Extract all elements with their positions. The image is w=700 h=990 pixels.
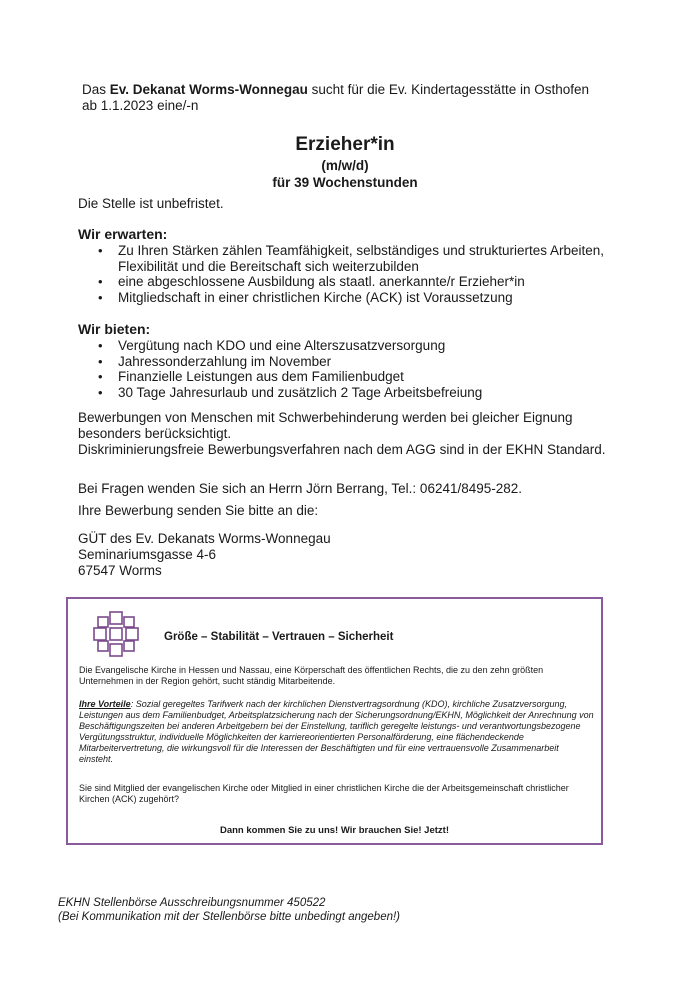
expect-list [96, 243, 606, 305]
apply-lead: Ihre Bewerbung senden Sie bitte an die: [78, 503, 319, 518]
list-item: • Vergütung nach KDO und eine Alterszusatzversorgung [96, 338, 606, 354]
job-hours: für 39 Wochenstunden [272, 175, 418, 190]
box-slogan: Größe – Stabilität – Vertrauen – Sicherheit [164, 631, 394, 643]
ekhn-info-box [66, 597, 603, 845]
box-about: Die Evangelische Kirche in Hessen und Nassau, eine Körperschaft des öffentlichen Rechts, die zu den zehn größten Unternehmen in der Region gehört, sucht ständig Mitarbeitende. [79, 665, 544, 686]
footer-line-2: (Bei Kommunikation mit der Stellenbörse bitte unbedingt angeben!) [58, 911, 401, 923]
expect-heading: Wir erwarten: [78, 226, 168, 242]
benefits-text: : Sozial geregeltes Tarifwerk nach der kirchlichen Dienstvertragsordnung (KDO), kirchliche Zusatzversorgung, Leistungen aus dem Familienbudget, Arbeitsplatzsicherung nach der Sicherungsordnung/EKHN, Möglichkeit der Anrechnung von Beschäftigungszeiten bei anderen Arbeitgebern bei der Einstellung, tariflich geregelte leistungs- und verantwortungsbezogene Vergütungsstruktur, individuelle Möglichkeiten der karriereorientierten Personalförderung, eine flächendeckende Mitarbeitervertretung, die wirkungsvoll für die Interessen der Beschäftigten und für eine vertrauensvolle Zusammenarbeit einsteht. [79, 699, 594, 764]
address-line: GÜT des Ev. Dekanats Worms-Wonnegau [78, 531, 331, 546]
disability-note [78, 410, 608, 458]
benefits-label: Ihre Vorteile [79, 699, 131, 709]
list-item: • Mitgliedschaft in einer christlichen Kirche (ACK) ist Voraussetzung [96, 290, 606, 306]
footer-reference [58, 896, 400, 924]
intro-suffix: sucht für die Ev. Kindertagesstätte in Osthofen [311, 82, 589, 97]
box-call-to-action: Dann kommen Sie zu uns! Wir brauchen Sie! Jetzt! [219, 825, 449, 836]
intro-start-date: ab 1.1.2023 eine/-n [82, 98, 199, 113]
list-item: • Zu Ihren Stärken zählen Teamfähigkeit, selbständiges und strukturiertes Arbeiten, Flexibilität und die Bereitschaft sich weiterzubilden [96, 243, 606, 274]
disability-line-2: besonders berücksichtigt. [78, 426, 232, 441]
list-item: • 30 Tage Jahresurlaub und zusätzlich 2 Tage Arbeitsbefreiung [96, 385, 606, 401]
ekhn-cross-logo-icon [92, 611, 140, 657]
list-item: • Jahressonderzahlung im November [96, 354, 606, 370]
job-title: Erzieher*in [295, 134, 395, 155]
address-line: Seminariumsgasse 4-6 [78, 547, 217, 562]
address-line: 67547 Worms [78, 563, 162, 578]
box-question: Sie sind Mitglied der evangelischen Kirche oder Mitglied in einer christlichen Kirche die der Arbeitsgemeinschaft christlicher Kirchen (ACK) zugehört? [79, 783, 569, 804]
offer-list [96, 338, 606, 400]
contact-line: Bei Fragen wenden Sie sich an Herrn Jörn Berrang, Tel.: 06241/8495-282. [78, 481, 523, 496]
intro-text [82, 82, 622, 114]
list-item: • eine abgeschlossene Ausbildung als staatl. anerkannte/r Erzieher*in [96, 274, 606, 290]
apply-address [78, 531, 608, 579]
job-title-block [0, 133, 690, 191]
offer-heading: Wir bieten: [78, 321, 151, 337]
intro-org: Ev. Dekanat Worms-Wonnegau [109, 82, 308, 97]
intro-prefix: Das [82, 82, 107, 97]
footer-line-1: EKHN Stellenbörse Ausschreibungsnummer 450522 [58, 897, 326, 909]
list-item: • Finanzielle Leistungen aus dem Familienbudget [96, 369, 606, 385]
job-gender: (m/w/d) [321, 158, 369, 173]
agg-line: Diskriminierungsfreie Bewerbungsverfahren nach dem AGG sind in der EKHN Standard. [78, 442, 606, 457]
disability-line-1: Bewerbungen von Menschen mit Schwerbehinderung werden bei gleicher Eignung [78, 410, 573, 425]
box-benefits [79, 699, 594, 765]
permanent-note: Die Stelle ist unbefristet. [78, 196, 224, 211]
